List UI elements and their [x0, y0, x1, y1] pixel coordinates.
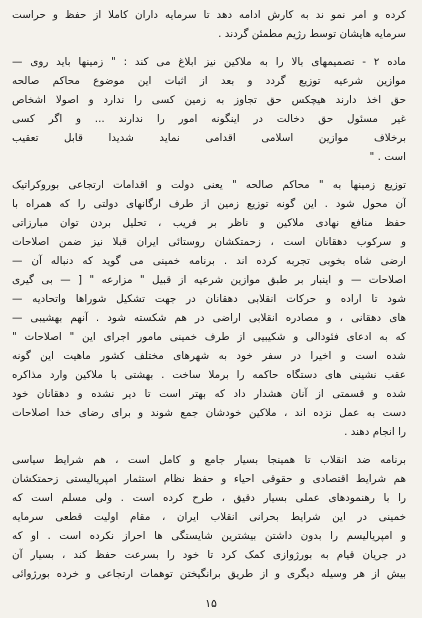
text-line: کرده و امر نمو ند به کارش ادامه دهد تا سرمایه داران کاملا از حفظ و حراست: [12, 9, 406, 21]
text-line: خمینی در این شرایط بحرانی انقلاب ایران ، مقام اولیت قطعی سرمایه: [12, 511, 406, 523]
paragraph-4: [12, 451, 406, 584]
text-line: شود تا اراده و حرکات انقلابی دهقانان در جهت تشکیل شوراها واتحادیه —: [12, 293, 406, 305]
text-line: شده است و اخیرا در سفر خود به شهرهای مختلف کشور ماهیت این گونه: [12, 350, 406, 362]
text-line: ماده ۲ - تصمیمهای بالا را به ملاکین نیز ابلاغ می کند : " زمینها باید روی —: [12, 56, 406, 68]
text-line: های دهقانی ، و مصادره انقلابی اراضی در هم شکسته شود . آنهم بهشیبی —: [12, 312, 406, 324]
text-line: ارضی شاه بخوبی تجربه کرده اند . برنامه خمینی می گوید که دنباله آن —: [12, 255, 406, 267]
text-line: در جریان قیام به بورژوازی کمک کرد تا خود را بسرعت حفظ کند ، بسیار آن: [12, 549, 406, 561]
paragraph-2: [12, 53, 406, 167]
text-line: غیر مسئول حق دخالت در اینگونه امور را ندارند ... و اگر کسی: [12, 113, 406, 125]
text-line: و سرکوب دهقانان است ، زحمتکشان روستائی ایران قبلا نیز ضمن اصلاحات: [12, 236, 406, 248]
text-line: که به ادعای فئودالی و شکیبیی از طرف خمینی مامور اجرای این " اصلاحات ": [12, 331, 406, 343]
paragraph-3: [12, 176, 406, 442]
text-line: دست به عمل نزده اند ، ملاکین خودشان جمع شوند و برای رضای خدا اصلاحات: [12, 407, 406, 419]
text-line: برنامه ضد انقلاب تا همینجا بسیار جامع و کامل است ، هم شرایط سیاسی: [12, 454, 406, 466]
text-line: شده و قسمتی از آنان هشدار داد که بهتر است تا دیر نشده و دهقانان خود: [12, 388, 406, 400]
text-line: بیش از هر وسیله دیگری و از طریق برانگیختن توهمات ارتجاعی و خرده بورژوائی: [12, 568, 406, 580]
text-line: اصلاحات — و اینبار بر طبق موازین شرعیه از قبیل " مزارعه " [ — بی گیری: [12, 274, 406, 286]
text-line: است . ": [369, 151, 406, 163]
text-line: عقب نشینی های دستگاه حاکمه را برملا ساخت . بهشتی با ملاکین وارد مذاکره: [12, 369, 406, 381]
text-line: و امپریالیسم را بدون داشتن بیشترین شایستگی ها احراز نکرده است . او که: [12, 530, 406, 542]
paragraph-1: [12, 6, 406, 44]
text-line: آن محول شود . این گونه توزیع زمین از طرف ارگانهای دولتی را که همراه با: [12, 198, 406, 210]
text-line: حفظ منافع نهادی ملاکین و ناظر بر فریب ، تحلیل بردن توان مبارزاتی: [12, 217, 406, 229]
page-number: ۱۵: [205, 597, 217, 610]
text-line: برخلاف موازین اسلامی اقدامی نماید شدیدا قابل تعقیب: [12, 132, 406, 144]
text-line: را با رهنمودهای عملی بسیار دقیق ، طرح کرده است . ولی مسلم است که: [12, 492, 406, 504]
text-line: را انجام دهند .: [344, 426, 406, 438]
text-line: هم شرایط اقتصادی و حقوقی احیاء و حفظ نظام استثمار امپریالیستی زحمتکشان: [12, 473, 406, 485]
text-line: سرمایه هایشان توسط رژیم مطمئن گردند .: [218, 28, 406, 40]
text-line: توزیع زمینها به " محاکم صالحه " یعنی دولت و اقدامات ارتجاعی بوروکراتیک: [12, 179, 406, 191]
text-line: موازین شرعیه توزیع گردد و بعد از اثبات این موضوع محاکم صالحه: [12, 75, 406, 87]
text-line: حق اخذ دارند هیچکس حق تجاوز به زمین کسی را ندارد و اصولا اشخاص: [12, 94, 406, 106]
